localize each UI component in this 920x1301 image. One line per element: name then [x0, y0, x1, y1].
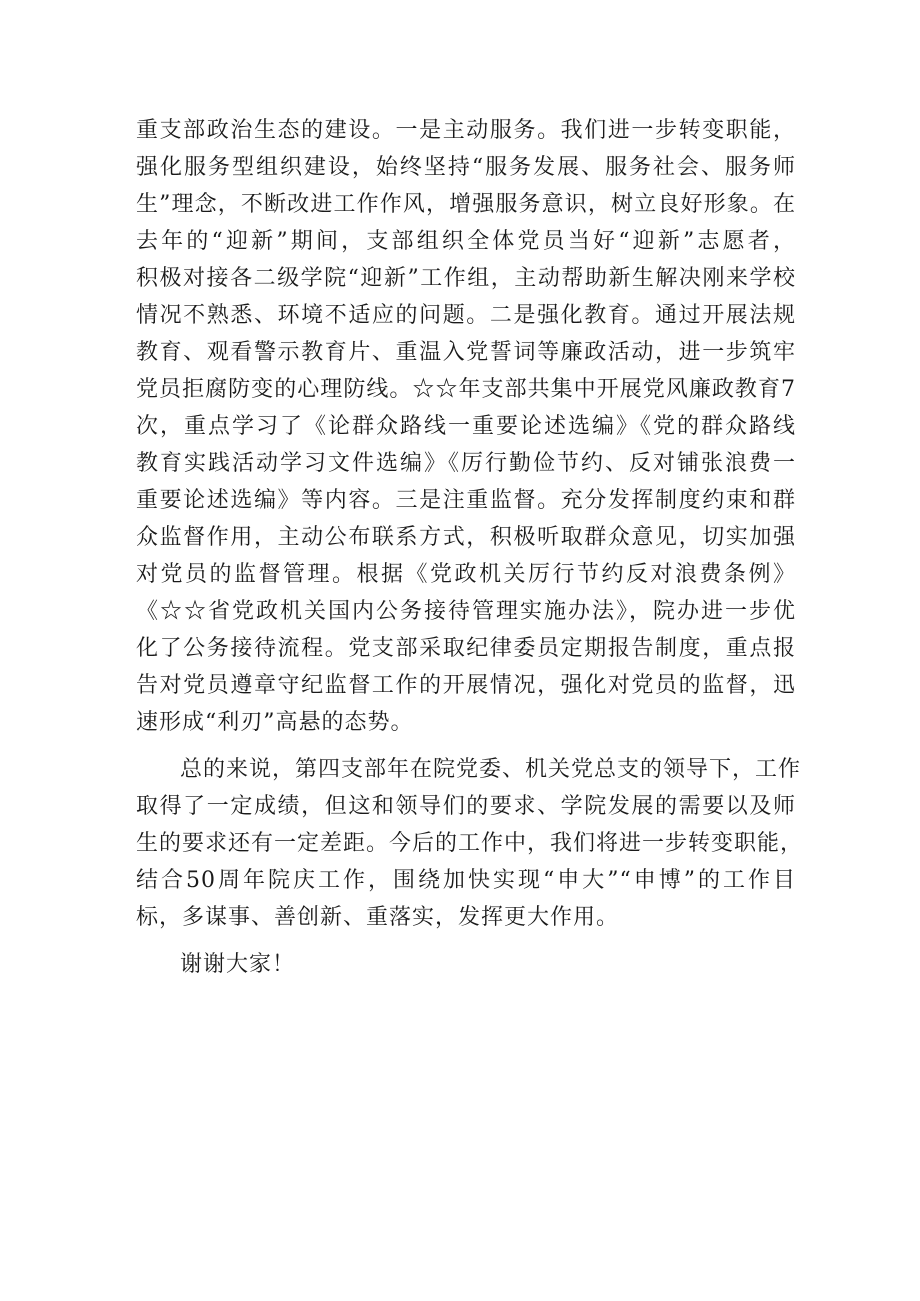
text-line: 教育实践活动学习文件选编》《厉行勤俭节约、反对铺张浪费一: [136, 451, 796, 476]
text-line: 情况不熟悉、环境不适应的问题。二是强化教育。通过开展法规: [136, 303, 796, 328]
closing-line: 谢谢大家！: [180, 952, 296, 977]
text-line: 标，多谋事、善创新、重落实，发挥更大作用。: [136, 905, 620, 930]
document-body: [136, 112, 804, 983]
text-line: 强化服务型组织建设，始终坚持“服务发展、服务社会、服务师: [136, 155, 796, 180]
paragraph-party-building: [136, 112, 796, 741]
text-line: 告对党员遵章守纪监督工作的开展情况，强化对党员的监督，迅: [136, 673, 796, 698]
text-line: 积极对接各二级学院“迎新”工作组，主动帮助新生解决刚来学校: [136, 266, 796, 291]
text-line: 生的要求还有一定差距。今后的工作中，我们将进一步转变职能，: [136, 831, 804, 856]
text-line: 次，重点学习了《论群众路线一重要论述选编》《党的群众路线: [136, 414, 796, 439]
text-line: 化了公务接待流程。党支部采取纪律委员定期报告制度，重点报: [136, 636, 796, 661]
text-line: 众监督作用，主动公布联系方式，积极听取群众意见，切实加强: [136, 525, 796, 550]
text-line: 党员拒腐防变的心理防线。☆☆年支部共集中开展党风廉政教育7: [136, 377, 796, 402]
paragraph-summary: [136, 751, 804, 936]
paragraph-closing: [136, 946, 796, 983]
paragraph-gap: [136, 741, 796, 751]
text-line: 《☆☆省党政机关国内公务接待管理实施办法》，院办进一步优: [136, 599, 796, 624]
paragraph-gap: [136, 936, 796, 946]
text-line: 重支部政治生态的建设。一是主动服务。我们进一步转变职能，: [136, 118, 796, 143]
text-line: 生”理念，不断改进工作作风，增强服务意识，树立良好形象。在: [136, 192, 796, 217]
text-line: 去年的“迎新”期间，支部组织全体党员当好“迎新”志愿者，: [136, 229, 796, 254]
text-line: 速形成“利刃”高悬的态势。: [136, 710, 414, 735]
text-line: 重要论述选编》等内容。三是注重监督。充分发挥制度约束和群: [136, 488, 796, 513]
text-line: 教育、观看警示教育片、重温入党誓词等廉政活动，进一步筑牢: [136, 340, 796, 365]
text-line: 对党员的监督管理。根据《党政机关厉行节约反对浪费条例》: [136, 562, 796, 587]
text-line: 结合50周年院庆工作，围绕加快实现“申大”“申博”的工作目: [136, 868, 796, 893]
text-line: 总的来说，第四支部年在院党委、机关党总支的领导下，工作: [180, 757, 802, 782]
text-line: 取得了一定成绩，但这和领导们的要求、学院发展的需要以及师: [136, 794, 796, 819]
